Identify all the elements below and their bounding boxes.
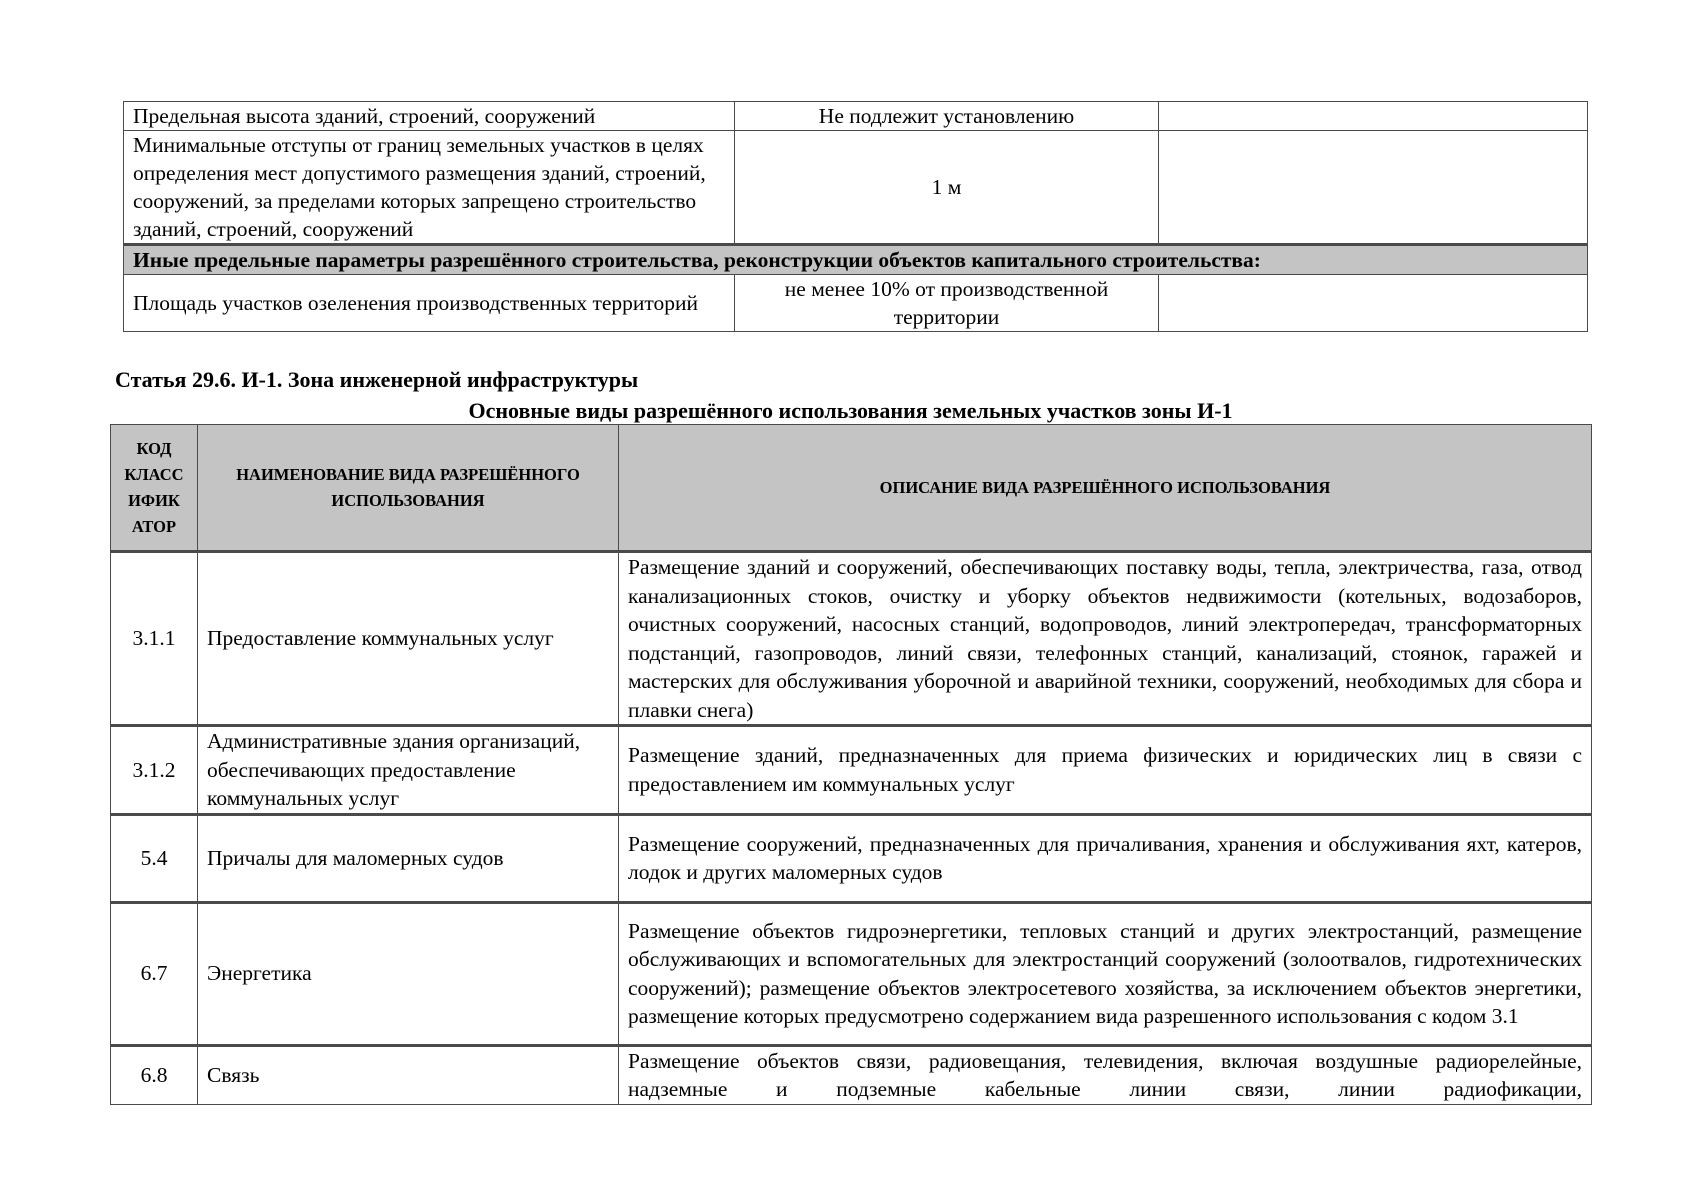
- article-heading: Статья 29.6. И-1. Зона инженерной инфраструктуры: [115, 367, 639, 392]
- param-note: [1159, 275, 1588, 332]
- use-code: 5.4: [111, 814, 198, 902]
- param-name: Минимальные отступы от границ земельных участков в целях определения мест допустимого размещения зданий, строений, сооружений, за пределами которых запрещено строительство зданий, строений, сооружений: [124, 131, 735, 245]
- table-row: [111, 726, 1592, 815]
- column-header-code: КОД КЛАСС ИФИК АТОР: [111, 425, 198, 552]
- use-name: Административные здания организаций, обеспечивающих предоставление коммунальных услуг: [198, 726, 619, 815]
- param-value: 1 м: [735, 131, 1159, 245]
- use-name: Энергетика: [198, 902, 619, 1045]
- use-name: Связь: [198, 1045, 619, 1104]
- section-band: Иные предельные параметры разрешённого строительства, реконструкции объектов капитального строительства:: [124, 245, 1588, 275]
- section-band-row: [124, 245, 1588, 275]
- use-description: Размещение зданий и сооружений, обеспечивающих поставку воды, тепла, электричества, газа, отвод канализационных стоков, очистку и уборку объектов недвижимости (котельных, водозаборов, очистных сооружений, насосных станций, водопроводов, линий электропередач, трансформаторных подстанций, газопроводов, линий связи, телефонных станций, канализаций, стоянок, гаражей и мастерских для обслуживания уборочной и аварийной техники, сооружений, необходимых для сбора и плавки снега): [619, 552, 1592, 726]
- table-row: [111, 1045, 1592, 1104]
- table-row: [111, 902, 1592, 1045]
- param-note: [1159, 102, 1588, 131]
- param-name: Площадь участков озеленения производственных территорий: [124, 275, 735, 332]
- table-row: [124, 131, 1588, 245]
- use-code: 6.7: [111, 902, 198, 1045]
- use-code: 3.1.1: [111, 552, 198, 726]
- use-description: Размещение сооружений, предназначенных для причаливания, хранения и обслуживания яхт, катеров, лодок и других маломерных судов: [619, 814, 1592, 902]
- table-header-row: [111, 425, 1592, 552]
- column-header-name: НАИМЕНОВАНИЕ ВИДА РАЗРЕШЁННОГО ИСПОЛЬЗОВАНИЯ: [198, 425, 619, 552]
- table-row: [124, 102, 1588, 131]
- use-code: 6.8: [111, 1045, 198, 1104]
- table-row: [111, 552, 1592, 726]
- column-header-description: ОПИСАНИЕ ВИДА РАЗРЕШЁННОГО ИСПОЛЬЗОВАНИЯ: [619, 425, 1592, 552]
- param-name: Предельная высота зданий, строений, сооружений: [124, 102, 735, 131]
- parameters-table: [123, 101, 1588, 332]
- param-value: не менее 10% от производственной территории: [735, 275, 1159, 332]
- use-description: Размещение объектов гидроэнергетики, тепловых станций и других электростанций, размещение обслуживающих и вспомогательных для электростанций сооружений (золоотвалов, гидротехнических сооружений); размещение объектов электросетевого хозяйства, за исключением объектов энергетики, размещение которых предусмотрено содержанием вида разрешенного использования с кодом 3.1: [619, 902, 1592, 1045]
- permitted-uses-table: [110, 424, 1592, 1105]
- use-name: Причалы для маломерных судов: [198, 814, 619, 902]
- table-row: [111, 814, 1592, 902]
- table-row: [124, 275, 1588, 332]
- param-value: Не подлежит установлению: [735, 102, 1159, 131]
- use-name: Предоставление коммунальных услуг: [198, 552, 619, 726]
- use-code: 3.1.2: [111, 726, 198, 815]
- param-note: [1159, 131, 1588, 245]
- use-description: Размещение объектов связи, радиовещания, телевидения, включая воздушные радиорелейные, надземные и подземные кабельные линии связи, линии радиофикации,: [619, 1045, 1592, 1104]
- use-description: Размещение зданий, предназначенных для приема физических и юридических лиц в связи с предоставлением им коммунальных услуг: [619, 726, 1592, 815]
- table-subtitle: Основные виды разрешённого использования земельных участков зоны И-1: [468, 398, 1233, 423]
